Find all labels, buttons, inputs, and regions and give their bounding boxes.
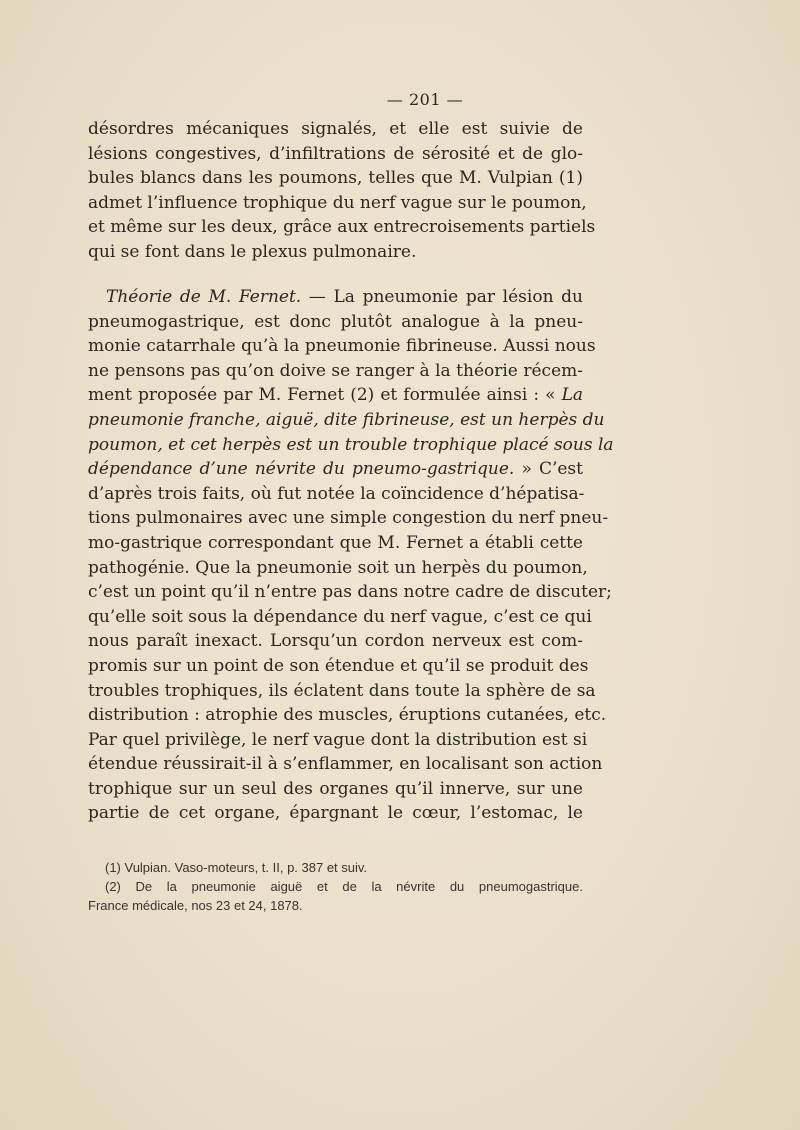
text-line: et même sur les deux, grâce aux entrecroisements partiels [88,217,596,238]
text-line: c’est un point qu’il n’entre pas dans notre cadre de discuter; [88,582,612,603]
text-fragment: » C’est [514,459,583,480]
text-line: promis sur un point de son étendue et qu’il se produit des [88,655,589,676]
quotation-fragment: poumon, et cet herpès est un trouble trophique placé sous la [88,434,614,455]
paragraph-2 [88,285,614,826]
footnote-1: (1) Vulpian. Vaso-moteurs, t. II, p. 387 et suiv. [105,860,368,875]
text-line: monie catarrhale qu’à la pneumonie fibrineuse. Aussi nous [88,336,596,357]
text-line: pneumogastrique, est donc plutôt analogue à la pneu- [88,311,583,332]
text-line: qu’elle soit sous la dépendance du nerf vague, c’est ce qui [88,606,592,627]
text-line: d’après trois faits, où fut notée la coïncidence d’hépatisa- [88,483,585,504]
text-line: bules blancs dans les poumons, telles que M. Vulpian (1) [88,168,583,189]
text-line: désordres mécaniques signalés, et elle est suivie de [88,119,583,139]
text-fragment: ment proposée par M. Fernet (2) et formulée ainsi : « [88,385,562,406]
footnotes [88,858,583,915]
footnote-2-continued: France médicale, nos 23 et 24, 1878. [88,898,303,913]
text-line: ne pensons pas qu’on doive se ranger à la théorie récem- [88,360,583,381]
footnote-2: (2) De la pneumonie aiguë et de la névrite du pneumogastrique. [105,879,583,894]
text-line [88,285,583,310]
text-line: qui se font dans le plexus pulmonaire. [88,241,417,262]
text-line: admet l’influence trophique du nerf vague sur le poumon, [88,192,587,213]
text-line: troubles trophiques, ils éclatent dans toute la sphère de sa [88,680,596,701]
text-line [88,408,605,433]
text-line: trophique sur un seul des organes qu’il innerve, sur une [88,778,583,799]
text-line: pathogénie. Que la pneumonie soit un herpès du poumon, [88,557,588,578]
text-line: tions pulmonaires avec une simple congestion du nerf pneu- [88,508,609,529]
quotation-fragment: dépendance d’une névrite du pneumo-gastrique. [88,459,515,480]
text-line [88,433,614,458]
page-number: — 201 — [386,90,464,109]
text-line [88,457,583,482]
text-line: Par quel privilège, le nerf vague dont la distribution est si [88,729,588,750]
text-line: mo-gastrique correspondant que M. Fernet a établi cette [88,532,583,553]
text-line: étendue réussirait-il à s’enflammer, en localisant son action [88,754,603,775]
section-heading: Théorie de M. Fernet. [106,287,302,307]
text-fragment: — La pneumonie par lésion du [301,287,583,307]
text-line: nous paraît inexact. Lorsqu’un cordon nerveux est com- [88,631,583,652]
quotation-fragment: La [561,385,583,406]
text-line: lésions congestives, d’infiltrations de sérosité et de glo- [88,143,583,164]
text-line: partie de cet organe, épargnant le cœur, l’estomac, le [88,803,583,824]
text-line [88,383,583,408]
text-line: distribution : atrophie des muscles, éruptions cutanées, etc. [88,705,607,726]
quotation-fragment: pneumonie franche, aiguë, dite fibrineuse, est un herpès du [88,409,605,430]
paragraph-1 [88,117,596,265]
